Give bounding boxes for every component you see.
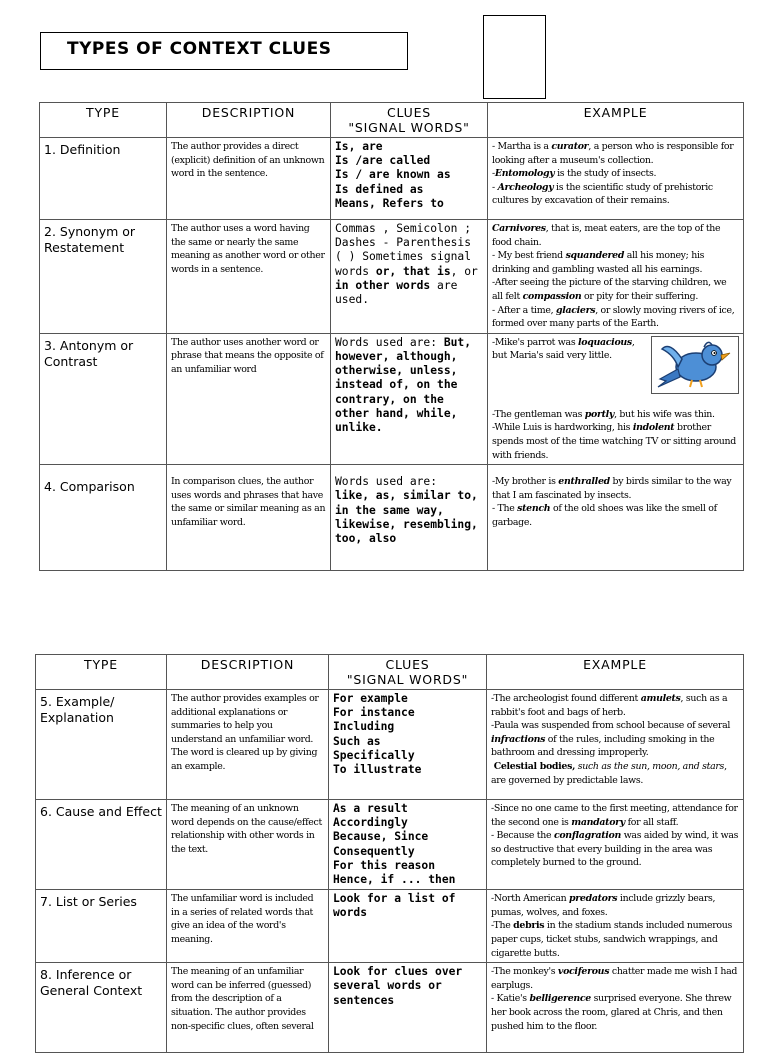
header-type: TYPE xyxy=(36,655,167,690)
clues-cell xyxy=(329,890,487,963)
clue-item: Means, Refers to xyxy=(335,196,444,210)
clue-item: Including xyxy=(333,720,395,734)
clues-cell: Commas , Semicolon ; Dashes - Parenthesis ( ) Sometimes signal words or, that is, or in other words are used. xyxy=(331,220,488,334)
clue-item: sentences xyxy=(333,993,395,1007)
example-cell xyxy=(487,890,744,963)
description-cell: The author uses another word or phrase that means the opposite of an unfamiliar word xyxy=(167,333,331,464)
vocab-word: Archeology xyxy=(497,181,554,193)
header-clues xyxy=(329,655,487,690)
clue-item: Such as xyxy=(333,734,381,748)
example-item: - Martha is a curator, a person who is responsible for looking after a museum's collection. xyxy=(492,141,734,166)
header-description: DESCRIPTION xyxy=(167,103,331,138)
table-row xyxy=(36,890,744,963)
vocab-word: Entomology xyxy=(494,168,555,180)
vocab-word: loquacious xyxy=(578,336,632,348)
clues-cell xyxy=(329,690,487,800)
header-clues-label: CLUES xyxy=(385,657,430,672)
example-item: - Archeology is the scientific study of prehistoric cultures by excavation of their remains. xyxy=(492,181,713,207)
table-row xyxy=(40,333,744,464)
type-cell: 3. Antonym or Contrast xyxy=(40,333,167,464)
vocab-word: portly xyxy=(584,408,615,420)
description-cell: The author uses a word having the same or nearly the same meaning as another word or other words in a sentence. xyxy=(167,220,331,334)
vocab-word: compassion xyxy=(522,290,582,302)
vocab-word: vociferous xyxy=(557,966,610,978)
vocab-word: infractions xyxy=(491,733,546,745)
table-row xyxy=(36,690,744,800)
example-item: Carnivores, that is, meat eaters, are the top of the food chain. xyxy=(492,223,721,248)
header-row xyxy=(36,655,744,690)
vocab-word: Carnivores xyxy=(492,223,546,234)
example-item: -Since no one came to the first meeting, attendance for the second one is mandatory for all staff. xyxy=(491,803,738,828)
example-cell xyxy=(487,800,744,890)
example-cell xyxy=(487,963,744,1053)
type-cell: 1. Definition xyxy=(40,138,167,220)
clue-item: Look for a list of xyxy=(333,892,456,906)
table-row xyxy=(36,963,744,1053)
vocab-word: Celestial bodies, xyxy=(493,760,576,772)
clues-cell: Words used are: But, however, although, otherwise, unless, instead of, on the contrary, on the other hand, while, unlike. xyxy=(331,333,488,464)
table-row xyxy=(40,220,744,334)
type-cell: 6. Cause and Effect xyxy=(36,800,167,890)
clue-item: Is defined as xyxy=(335,182,424,196)
example-item: -The debris in the stadium stands included numerous paper cups, ticket stubs, sandwich wrappings, and cigarette butts. xyxy=(491,920,732,959)
clue-item: Specifically xyxy=(333,748,415,762)
vocab-word: enthralled xyxy=(558,476,610,488)
type-cell: 5. Example/ Explanation xyxy=(36,690,167,800)
clue-item: several words or xyxy=(333,979,442,993)
vocab-word: mandatory xyxy=(571,816,625,828)
bluebird-icon xyxy=(652,337,738,393)
description-cell: The author provides a direct (explicit) definition of an unknown word in the sentence. xyxy=(167,138,331,220)
vocab-word: squandered xyxy=(565,250,625,262)
vocab-word: belligerence xyxy=(529,993,591,1005)
type-cell: 7. List or Series xyxy=(36,890,167,963)
vocab-word: amulets xyxy=(640,693,681,704)
vocab-word: stench xyxy=(517,503,551,515)
title-box xyxy=(40,32,408,70)
description-cell: The meaning of an unfamiliar word can be inferred (guessed) from the description of a situation. The author provides non-specific clues, often several xyxy=(167,963,329,1053)
header-row xyxy=(40,103,744,138)
vocab-word: debris xyxy=(513,920,545,932)
example-item: - My best friend squandered all his money; his drinking and gambling wasted all his earnings. xyxy=(492,250,705,275)
description-cell: The author provides examples or additional explanations or summaries to help you understand an unfamiliar word. The word is cleared up by giving an example. xyxy=(167,690,329,800)
example-cell xyxy=(488,138,744,220)
clue-item: For instance xyxy=(333,706,415,720)
description-cell: The meaning of an unknown word depends on the cause/effect relationship with other words in the text. xyxy=(167,800,329,890)
example-cell xyxy=(488,220,744,334)
page-title: TYPES OF CONTEXT CLUES xyxy=(67,39,332,59)
header-description: DESCRIPTION xyxy=(167,655,329,690)
empty-box xyxy=(483,15,546,99)
type-cell: 2. Synonym or Restatement xyxy=(40,220,167,334)
vocab-word: predators xyxy=(569,893,618,905)
clue-item: As a result xyxy=(333,802,408,815)
example-item: -Paula was suspended from school because of several infractions of the rules, including smoking in the bathroom and dressing improperly. xyxy=(491,720,731,759)
example-item: - Katie's belligerence surprised everyone. She threw her book across the room, glared at Chris, and then pushed him to the floor. xyxy=(491,993,732,1032)
clue-item: Because, Since xyxy=(333,830,429,844)
table-row xyxy=(36,800,744,890)
table-row xyxy=(40,138,744,220)
example-item: -The archeologist found different amulets, such as a rabbit's foot and bags of herb. xyxy=(491,693,728,718)
clues-cell: Words used are: like, as, similar to, in the same way, likewise, resembling, too, also xyxy=(331,465,488,571)
example-item: -After seeing the picture of the starving children, we all felt compassion or pity for their suffering. xyxy=(492,277,727,302)
clue-item: For example xyxy=(333,692,408,705)
type-cell: 4. Comparison xyxy=(40,465,167,571)
header-example: EXAMPLE xyxy=(487,655,744,690)
header-clues xyxy=(331,103,488,138)
example-cell xyxy=(488,465,744,571)
clue-item: Look for clues over xyxy=(333,965,463,979)
example-item: -North American predators include grizzly bears, pumas, wolves, and foxes. xyxy=(491,893,716,918)
example-item: -While Luis is hardworking, his indolent brother spends most of the time watching TV or sitting around with friends. xyxy=(492,422,736,461)
example-item: -The monkey's vociferous chatter made me wish I had earplugs. xyxy=(491,966,738,991)
example-item: - The stench of the old shoes was like the smell of garbage. xyxy=(492,503,717,528)
bluebird-picture xyxy=(651,336,739,394)
vocab-word: curator xyxy=(551,141,589,152)
clue-item: Is, are xyxy=(335,140,383,153)
example-item: -My brother is enthralled by birds similar to the way that I am fascinated by insects. xyxy=(492,476,732,501)
clue-item: Hence, if ... then xyxy=(333,873,456,887)
clue-item: Accordingly xyxy=(333,816,408,830)
example-cell xyxy=(488,333,744,464)
vocab-word: indolent xyxy=(632,422,675,434)
header-example: EXAMPLE xyxy=(488,103,744,138)
context-clues-table-2 xyxy=(35,654,744,1053)
vocab-word: conflagration xyxy=(553,830,622,842)
clue-item: words xyxy=(333,906,368,920)
header-signal-words: "SIGNAL WORDS" xyxy=(348,120,470,135)
example-item: -Mike's parrot was loquacious, but Maria's said very little. xyxy=(492,336,635,362)
example-item: -Entomology is the study of insects. xyxy=(492,168,657,180)
example-cell xyxy=(487,690,744,800)
clue-item: Is /are called xyxy=(335,154,431,168)
header-clues-label: CLUES xyxy=(386,105,432,120)
context-clues-table-1 xyxy=(39,102,744,571)
clue-item: Consequently xyxy=(333,844,415,858)
clues-cell xyxy=(329,800,487,890)
clues-cell xyxy=(331,138,488,220)
header-type: TYPE xyxy=(40,103,167,138)
description-cell: In comparison clues, the author uses words and phrases that have the same or similar meaning as an unfamiliar word. xyxy=(167,465,331,571)
example-item: -The gentleman was portly, but his wife was thin. xyxy=(492,408,715,420)
table-row xyxy=(40,465,744,571)
vocab-word: glaciers xyxy=(555,304,596,316)
example-item: - Because the conflagration was aided by wind, it was so destructive that every building in the area was completely burned to the ground. xyxy=(491,830,739,869)
clue-item: To illustrate xyxy=(333,763,422,777)
description-cell: The unfamiliar word is included in a series of related words that give an idea of the word's meaning. xyxy=(167,890,329,963)
type-cell: 8. Inference or General Context xyxy=(36,963,167,1053)
example-item: - After a time, glaciers, or slowly moving rivers of ice, formed over many parts of the Earth. xyxy=(492,304,735,330)
clue-item: Is / are known as xyxy=(335,168,451,182)
clues-cell xyxy=(329,963,487,1053)
header-signal-words: "SIGNAL WORDS" xyxy=(346,672,469,687)
example-item: Celestial bodies, such as the sun, moon, and stars, are governed by predictable laws. xyxy=(491,760,727,786)
clue-item: For this reason xyxy=(333,858,436,872)
